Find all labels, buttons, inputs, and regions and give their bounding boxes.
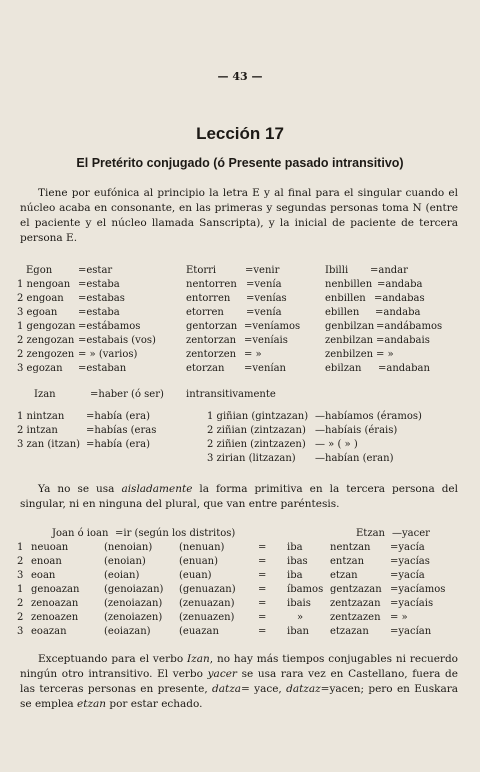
table-row: 3 egoan =estaba etorren =venía ebillen =andaba (17, 307, 421, 318)
intro-text: Tiene por eufónica al principio la letra E y al final para el singular cuando el núcleo acaba en consonante, en las primeras y segundas personas toma N (entre el paciente y el núcleo llamada Sanscripta), y la inicial de paciente de tercera persona E. (20, 187, 458, 244)
table-row: 2 enoan (enoian) (enuan) = ibas entzan =yacías (17, 556, 430, 567)
closing-paragraph: Exceptuando para el verbo Izan, no hay más tiempos conjugables ni recuerdo ningún otro intransitivo. El verbo yacer se usa rara vez en Castellano, fuera de las terceras personas en presente, datza= yace, datzaz=yacen; pero en Euskara se emplea etzan por estar echado. (20, 653, 458, 710)
table-row: 1 neuoan (nenoian) (nenuan) = iba nentzan =yacía (17, 542, 425, 553)
table-row: 2 zenoazen (zenoiazen) (zenuazen) = » zentzazen = » (17, 612, 408, 623)
page-number: — 43 — (217, 70, 263, 83)
table-row: 1 genoazan (genoiazan) (genuazan) = íbamos gentzazan =yacíamos (17, 584, 446, 595)
intro-paragraph (20, 186, 458, 246)
table-row: 1 nintzan =había (era) 1 giñian (gintzazan) —habíamos (éramos) (17, 411, 422, 422)
table-row: 3 eoazan (eoiazan) (euazan = iban etzazan =yacían (17, 626, 432, 637)
lesson-title: Lección 17 (196, 124, 284, 143)
table-row: 3 egozan =estaban etorzan =venían ebilzan =andaban (17, 363, 430, 374)
table-row: 3 zirian (litzazan) —habían (eran) (207, 453, 394, 464)
table-row: 2 zengozan =estabais (vos) zentorzan =veníais zenbilzan =andabais (17, 335, 430, 346)
book-page: — 43 — Lección 17 El Pretérito conjugado (ó Presente pasado intransitivo) Tiene por eufónica al principio la letra E y al final para el singular cuando el núcleo acaba en consonante, en las primeras y segundas personas toma N (entre el paciente y el núcleo llamada Sanscripta), y la inicial de paciente de tercera persona E. Egon =estar Etorri =venir Ibilli =andar 1 nengoan =estaba nentorren =venía nenbillen =andaba 2 engoan =estabas entorren =venías enbillen =andabas 3 egoan =estaba etorren =venía ebillen =andaba 1 gengozan =estábamos gentorzan =veníamos genbilzan =andábamos 2 zengozan =estabais (vos) zentorzan =veníais zenbilzan =andabais 2 zengozen = » (varios) zentorzen = » zenbilzen = » 3 egozan =estaban etorzan =venían ebilzan =andaban Izan =haber (ó ser) intransitivamente 1 nintzan =había (era) 1 giñian (gintzazan) —habíamos (éramos) 2 intzan =habías (eras 2 ziñian (zintzazan) —habíais (érais) 3 zan (itzan) =había (era) 2 ziñien (zintzazen) — » ( » ) 3 zirian (litzazan) —habían (eran) Ya no se usa aisladamente la forma primitiva en la tercera persona del singular, ni en ninguna del plural, que van entre paréntesis. Joan ó ioan =ir (según los distritos) Etzan —yacer 1 neuoan (nenoian) (nenuan) = iba nentzan =yacía 2 enoan (enoian) (enuan) = ibas entzan =yacías 3 eoan (eoian) (euan) = iba etzan =yacía 1 genoazan (genoiazan) (genuazan) = íbamos gentzazan =yacíamos 2 zenoazan (zenoiazan) (zenuazan) = ibais zentzazan =yacíais 2 zenoazen (zenoiazen) (zenuazen) = » zentzazen = » 3 eoazan (eoiazan) (euazan = iban etzazan =yacían Exceptuando para el verbo Izan, no hay más tiempos conjugables ni recuerdo ningún otro intransitivo. El verbo yacer se usa rara vez en Castellano, fuera de las terceras personas en presente, datza= yace, datzaz=yacen; pero en Euskara se emplea etzan por estar echado. (0, 0, 480, 772)
table-row: 1 gengozan =estábamos gentorzan =veníamos genbilzan =andábamos (17, 321, 443, 332)
table-row: 1 nengoan =estaba nentorren =venía nenbillen =andaba (17, 279, 423, 290)
table-row: 3 zan (itzan) =había (era) 2 ziñien (zintzazen) — » ( » ) (17, 439, 358, 450)
note-paragraph: Ya no se usa aisladamente la forma primitiva en la tercera persona del singular, ni en ninguna del plural, que van entre paréntesis. (20, 483, 458, 510)
table-row: 3 eoan (eoian) (euan) = iba etzan =yacía (17, 570, 425, 581)
table-row: 2 intzan =habías (eras 2 ziñian (zintzazan) —habíais (érais) (17, 425, 398, 436)
table-row: 2 zenoazan (zenoiazan) (zenuazan) = ibais zentzazan =yacíais (17, 598, 434, 609)
table-row: Egon =estar Etorri =venir Ibilli =andar (26, 265, 408, 276)
lesson-subtitle: El Pretérito conjugado (ó Presente pasado intransitivo) (76, 156, 404, 170)
table-row: 2 engoan =estabas entorren =venías enbillen =andabas (17, 293, 425, 304)
table-row: 2 zengozen = » (varios) zentorzen = » zenbilzen = » (17, 349, 394, 360)
